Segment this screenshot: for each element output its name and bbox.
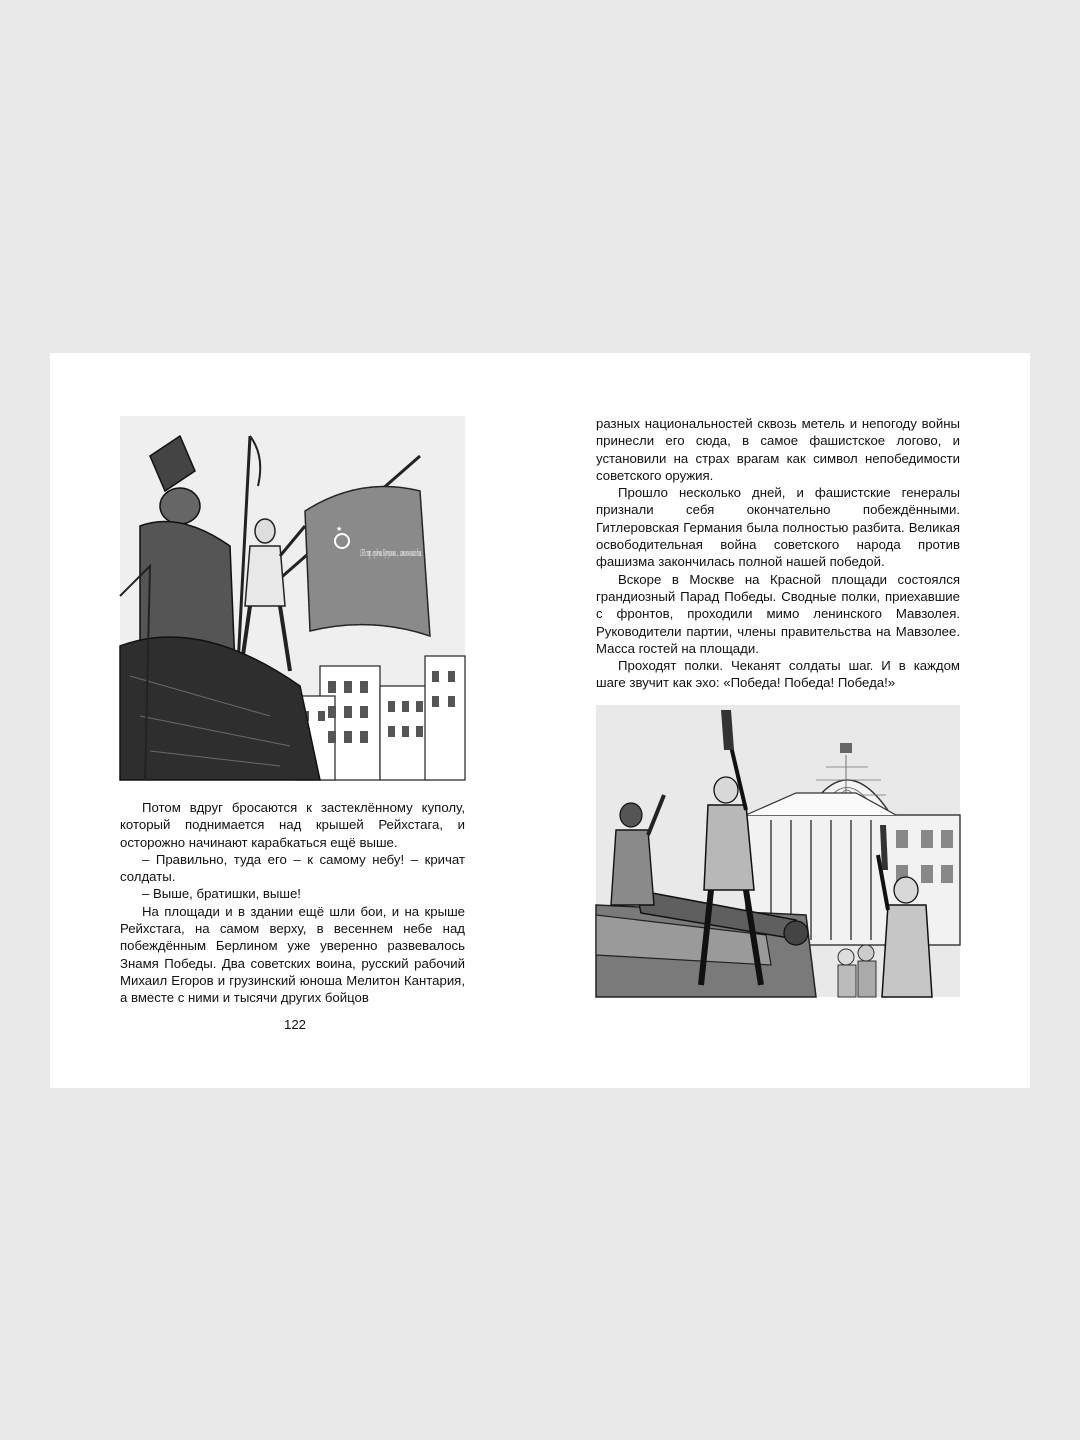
page-number: 122 — [283, 1017, 306, 1032]
reichstag-banner-drawing — [120, 416, 465, 780]
victory-tank-illustration — [596, 705, 960, 997]
reichstag-banner-illustration — [120, 416, 465, 780]
left-page-text — [120, 799, 465, 1007]
paragraph: – Выше, братишки, выше! — [142, 886, 301, 902]
paragraph: Проходят полки. Чеканят солдаты шаг. И в каждом шаге звучит как эхо: «Победа! Победа! Победа!» — [596, 658, 960, 691]
victory-tank-drawing — [596, 705, 960, 997]
banner-inscription: 150 стр. ордена Кутузова ... изюлонская див. — [360, 548, 422, 559]
book-spread — [50, 353, 1030, 1088]
paragraph: Прошло несколько дней, и фашистские генералы признали себя окончательно побеждёнными. Гитлеровская Германия была полностью разбита. Великая освободительная война советского народа против фашизма закончилась полной нашей победой. — [596, 485, 960, 570]
svg-text:★: ★ — [336, 526, 343, 533]
right-page-text — [596, 415, 960, 692]
paragraph: разных национальностей сквозь метель и непогоду войны принесли его сюда, в самое фашистское логово, и установили на страх врагам как символ непобедимости советского оружия. — [596, 416, 960, 483]
paragraph: Потом вдруг бросаются к застеклённому куполу, который поднимается над крышей Рейхстага, и осторожно начинают карабкаться ещё выше. — [120, 800, 465, 850]
paragraph: – Правильно, туда его – к самому небу! – кричат солдаты. — [120, 851, 465, 885]
paragraph: Вскоре в Москве на Красной площади состоялся грандиозный Парад Победы. Сводные полки, приехавшие с фронтов, проходили мимо ленинского Мавзолея. Руководители партии, члены правительства на Мавзолее. Масса гостей на площади. — [596, 571, 960, 656]
paragraph: На площади и в здании ещё шли бои, и на крыше Рейхстага, на самом верху, в весеннем небе над побеждённым Берлином уже уверенно развевалось Знамя Победы. Два советских воина, русский рабочий Михаил Егоров и грузинский юноша Мелитон Кантария, а вместе с ними и тысячи других бойцов — [120, 903, 465, 1006]
